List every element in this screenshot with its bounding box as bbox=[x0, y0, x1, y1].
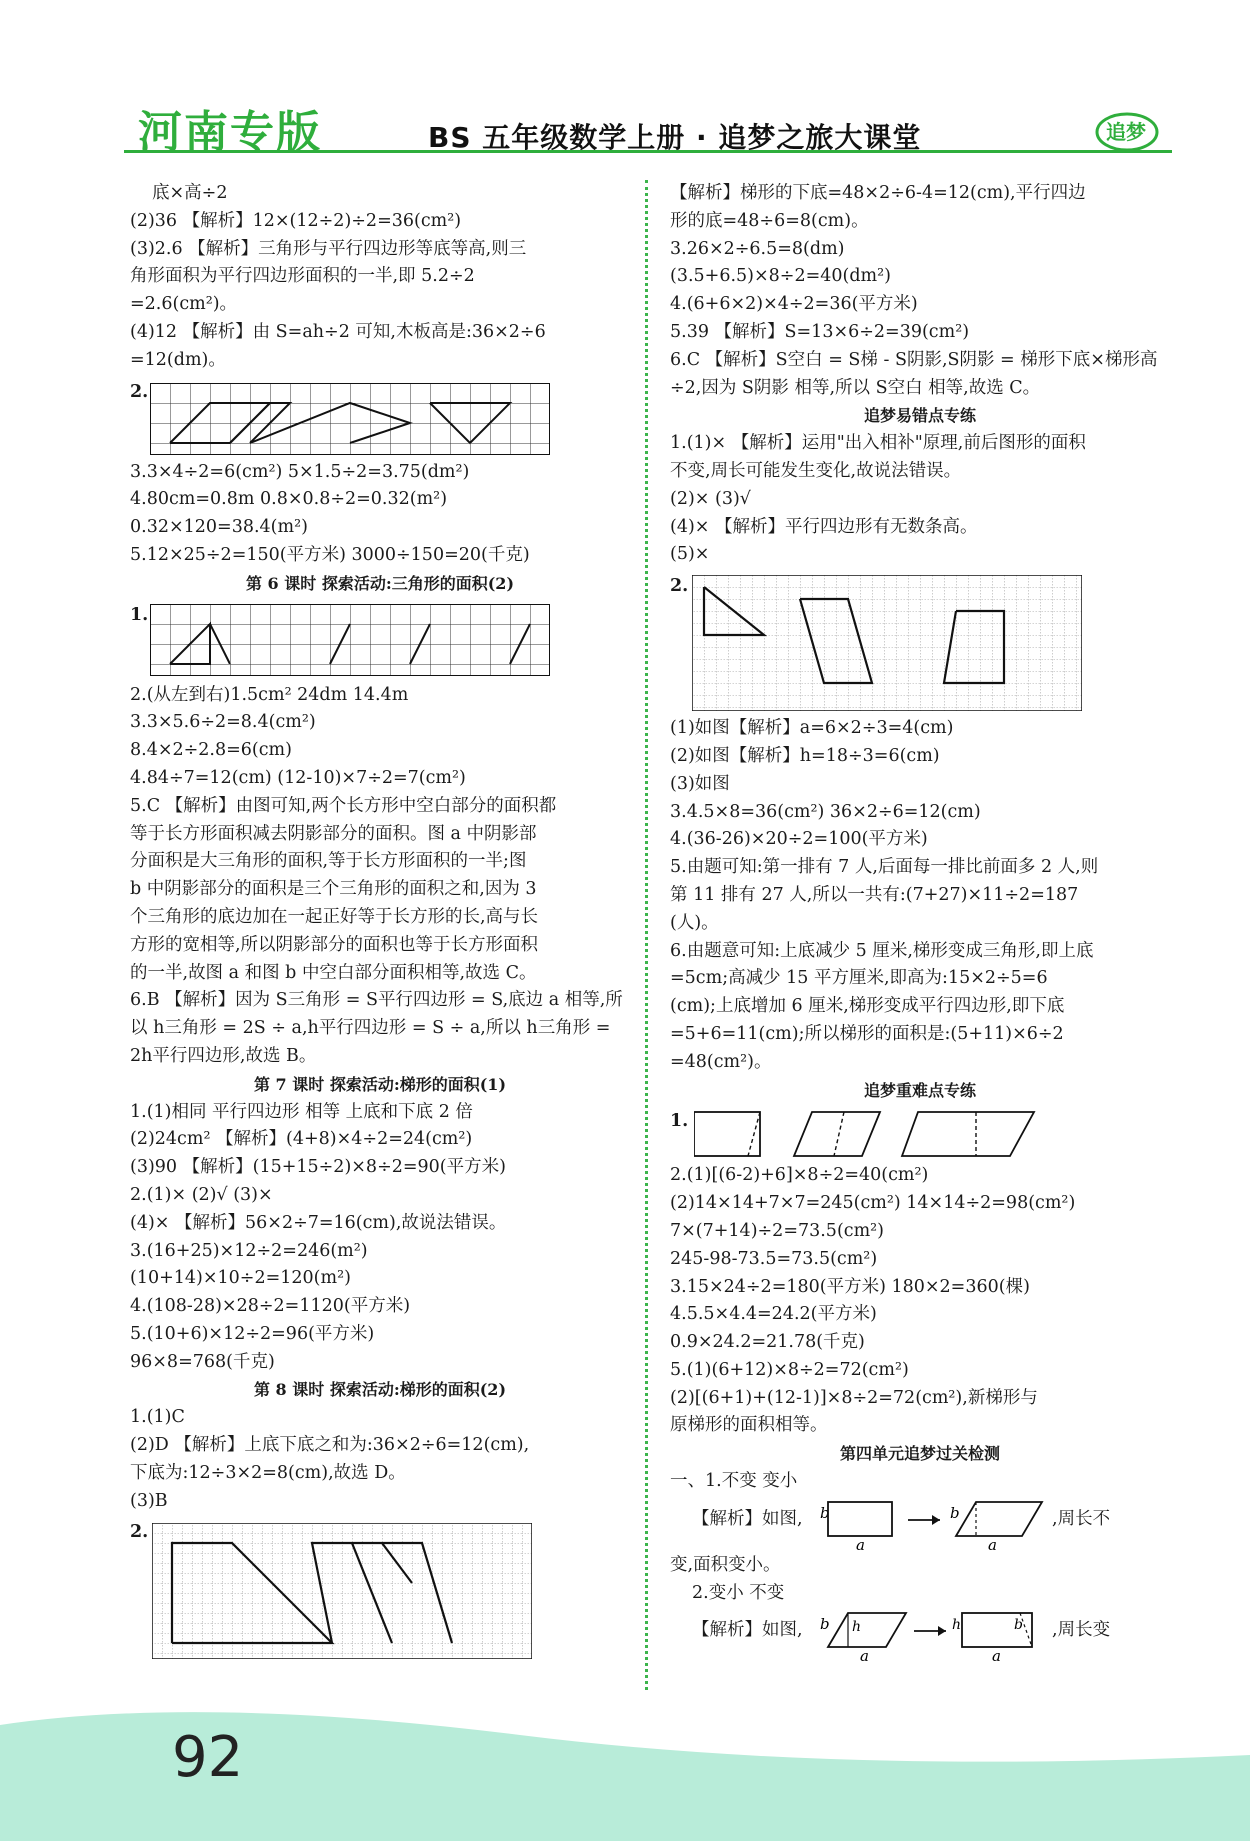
left-column bbox=[130, 180, 630, 1665]
logo-icon bbox=[1092, 106, 1162, 156]
right_b-line: 不变,周长可能发生变化,故说法错误。 bbox=[670, 460, 962, 481]
fig-a2-label: a bbox=[988, 1535, 997, 1552]
fig-h2-label: h bbox=[952, 1617, 962, 1634]
q2-label: 2. bbox=[130, 381, 149, 402]
right_c-line: (3)如图 bbox=[670, 773, 730, 794]
left_c-line: 分面积是大三角形的面积,等于长方形面积的一半;图 bbox=[130, 851, 527, 872]
right_c-line: 第 11 排有 27 人,所以一共有:(7+27)×11÷2=187 bbox=[670, 884, 1079, 905]
left_d-line: (10+14)×10÷2=120(m²) bbox=[130, 1268, 351, 1289]
test-line-5a: 【解析】如图, bbox=[692, 1620, 803, 1641]
right_a-line: 【解析】梯形的下底=48×2÷6-4=12(cm),平行四边 bbox=[670, 183, 1086, 203]
test-line-1: 一、1.不变 变小 bbox=[670, 1471, 798, 1492]
fig-b4-label: b bbox=[1014, 1617, 1023, 1634]
left-line: =2.6(cm²)。 bbox=[130, 294, 238, 315]
left_c-line: 2.(从左到右)1.5cm² 24dm 14.4m bbox=[130, 684, 409, 705]
right_a-line: 6.C 【解析】S空白 = S梯 - S阴影,S阴影 = 梯形下底×梯形高 bbox=[670, 349, 1158, 370]
left-line: (3)2.6 【解析】三角形与平行四边形等底等高,则三 bbox=[130, 238, 527, 259]
right_c-line: 5.由题可知:第一排有 7 人,后面每一排比前面多 2 人,则 bbox=[670, 857, 1099, 878]
fig-a-label: a bbox=[856, 1535, 865, 1552]
left_d-line: 1.(1)相同 平行四边形 相等 上底和下底 2 倍 bbox=[130, 1101, 473, 1122]
test-heading: 第四单元追梦过关检测 bbox=[839, 1444, 1000, 1464]
q2c-label: 2. bbox=[670, 576, 689, 597]
rect-to-parallelogram-figure bbox=[820, 1496, 1050, 1552]
right_b-line: (2)× (3)√ bbox=[670, 488, 751, 509]
q1b-label: 1. bbox=[670, 1111, 689, 1132]
lesson6-heading: 第 6 课时 探索活动:三角形的面积(2) bbox=[245, 573, 515, 593]
edition-title: 河南专版 bbox=[138, 107, 322, 158]
test-line-5b: ,周长变 bbox=[1052, 1620, 1111, 1641]
left_c-line: 5.C 【解析】由图可知,两个长方形中空白部分的面积都 bbox=[130, 795, 557, 816]
left-block-c bbox=[130, 682, 630, 1071]
test-figure-1 bbox=[670, 1496, 1170, 1552]
left_d-line: 96×8=768(千克) bbox=[130, 1351, 275, 1372]
fig-h-label: h bbox=[852, 1619, 862, 1636]
left_c-line: 3.3×5.6÷2=8.4(cm²) bbox=[130, 712, 316, 733]
right_d-line: 245-98-73.5=73.5(cm²) bbox=[670, 1248, 878, 1269]
left_c-line: 6.B 【解析】因为 S三角形 = S平行四边形 = S,底边 a 相等,所 bbox=[130, 990, 623, 1011]
fig-b-label: b bbox=[820, 1503, 830, 1522]
right_b-line: 1.(1)× 【解析】运用"出入相补"原理,前后图形的面积 bbox=[670, 433, 1086, 454]
q2-grid-figure bbox=[130, 375, 630, 459]
left_d-line: 3.(16+25)×12÷2=246(m²) bbox=[130, 1240, 368, 1261]
left_c-line: 的一半,故图 a 和图 b 中空白部分面积相等,故选 C。 bbox=[130, 962, 537, 983]
left_b-line: 3.3×4÷2=6(cm²) 5×1.5÷2=3.75(dm²) bbox=[130, 461, 470, 482]
right_a-line: ÷2,因为 S阴影 相等,所以 S空白 相等,故选 C。 bbox=[670, 377, 1041, 398]
right_c-line: (cm);上底增加 6 厘米,梯形变成平行四边形,即下底 bbox=[670, 996, 1065, 1017]
right_d-line: 2.(1)[(6-2)+6]×8÷2=40(cm²) bbox=[670, 1165, 929, 1186]
left-line: 角形面积为平行四边形面积的一半,即 5.2÷2 bbox=[130, 266, 475, 287]
q1-shapes-figure bbox=[670, 1104, 1170, 1162]
right_a-line: 4.(6+6×2)×4÷2=36(平方米) bbox=[670, 294, 918, 315]
left_e-line: 1.(1)C bbox=[130, 1407, 185, 1428]
right_a-line: 形的底=48÷6=8(cm)。 bbox=[670, 210, 869, 231]
right_c-line: (2)如图【解析】h=18÷3=6(cm) bbox=[670, 745, 940, 766]
right_c-line: =48(cm²)。 bbox=[670, 1051, 772, 1072]
left_c-line: b 中阴影部分的面积是三个三角形的面积之和,因为 3 bbox=[130, 879, 537, 900]
fig-b3-label: b bbox=[820, 1615, 830, 1634]
left-line: 底×高÷2 bbox=[152, 183, 228, 203]
test-line-4: 2.变小 不变 bbox=[692, 1582, 785, 1603]
right_c-line: 6.由题意可知:上底减少 5 厘米,梯形变成三角形,即上底 bbox=[670, 940, 1094, 961]
parallelogram-to-rect-figure bbox=[820, 1607, 1050, 1663]
grid-figure-triangles bbox=[150, 604, 550, 676]
left_d-line: (3)90 【解析】(15+15÷2)×8÷2=90(平方米) bbox=[130, 1157, 506, 1178]
right_a-line: (3.5+6.5)×8÷2=40(dm²) bbox=[670, 266, 891, 287]
lesson8-heading: 第 8 课时 探索活动:梯形的面积(2) bbox=[253, 1380, 507, 1400]
test-line-3: 变,面积变小。 bbox=[670, 1554, 781, 1575]
q1-grid-figure bbox=[130, 598, 630, 682]
left_c-line: 2h平行四边形,故选 B。 bbox=[130, 1045, 317, 1066]
left_d-line: 2.(1)× (2)√ (3)× bbox=[130, 1184, 273, 1205]
q2-grid-figure-trapezoid bbox=[130, 1515, 630, 1665]
left_d-line: 4.(108-28)×28÷2=1120(平方米) bbox=[130, 1296, 411, 1317]
left_c-line: 4.84÷7=12(cm) (12-10)×7÷2=7(cm²) bbox=[130, 767, 466, 788]
right_d-line: (2)[(6+1)+(12-1)]×8÷2=72(cm²),新梯形与 bbox=[670, 1387, 1038, 1408]
fig-a4-label: a bbox=[992, 1647, 1001, 1664]
left-block-e bbox=[130, 1404, 630, 1515]
right_c-line: (1)如图【解析】a=6×2÷3=4(cm) bbox=[670, 718, 954, 739]
right_b-line: (5)× bbox=[670, 544, 710, 565]
left_e-line: 下底为:12÷3×2=8(cm),故选 D。 bbox=[130, 1462, 406, 1483]
left_b-line: 0.32×120=38.4(m²) bbox=[130, 517, 308, 538]
right_c-line: =5+6=11(cm);所以梯形的面积是:(5+11)×6÷2 bbox=[670, 1023, 1064, 1044]
right_d-line: 3.15×24÷2=180(平方米) 180×2=360(棵) bbox=[670, 1276, 1030, 1297]
errors-heading: 追梦易错点专练 bbox=[863, 406, 976, 426]
left_e-line: (2)D 【解析】上底下底之和为:36×2÷6=12(cm), bbox=[130, 1435, 530, 1456]
right_d-line: 5.(1)(6+12)×8÷2=72(cm²) bbox=[670, 1359, 909, 1380]
left_d-line: 5.(10+6)×12÷2=96(平方米) bbox=[130, 1323, 375, 1344]
right_c-line: 3.4.5×8=36(cm²) 36×2÷6=12(cm) bbox=[670, 801, 981, 822]
left_c-line: 8.4×2÷2.8=6(cm) bbox=[130, 740, 292, 761]
left_d-line: (4)× 【解析】56×2÷7=16(cm),故说法错误。 bbox=[130, 1212, 507, 1233]
logo-text: 追梦 bbox=[1106, 120, 1146, 144]
left-line: (2)36 【解析】12×(12÷2)÷2=36(cm²) bbox=[130, 210, 462, 231]
grid-figure-shapes bbox=[152, 1523, 532, 1659]
left_c-line: 等于长方形面积减去阴影部分的面积。图 a 中阴影部 bbox=[130, 823, 537, 844]
right-block-c bbox=[670, 715, 1170, 1076]
right-block-b bbox=[670, 430, 1170, 569]
left_c-line: 以 h三角形 = 2S ÷ a,h平行四边形 = S ÷ a,所以 h三角形 = bbox=[130, 1018, 611, 1039]
test-line-2b: ,周长不 bbox=[1052, 1508, 1111, 1529]
left-block-a bbox=[130, 180, 630, 375]
left_c-line: 个三角形的底边加在一起正好等于长方形的长,高与长 bbox=[130, 906, 539, 927]
right-block-d bbox=[670, 1162, 1170, 1440]
q1-label: 1. bbox=[130, 604, 149, 625]
right_a-line: 3.26×2÷6.5=8(dm) bbox=[670, 238, 845, 259]
left_c-line: 方形的宽相等,所以阴影部分的面积也等于长方形面积 bbox=[130, 934, 539, 955]
right_d-line: (2)14×14+7×7=245(cm²) 14×14÷2=98(cm²) bbox=[670, 1193, 1076, 1214]
q2-grid-figure-right bbox=[670, 569, 1170, 715]
left_e-line: (3)B bbox=[130, 1490, 168, 1511]
right_a-line: 5.39 【解析】S=13×6÷2=39(cm²) bbox=[670, 321, 970, 342]
right_d-line: 0.9×24.2=21.78(千克) bbox=[670, 1332, 865, 1353]
fig-b2-label: b bbox=[950, 1503, 960, 1522]
lesson7-heading: 第 7 课时 探索活动:梯形的面积(1) bbox=[253, 1074, 507, 1094]
fig-a3-label: a bbox=[860, 1647, 869, 1664]
right_d-line: 4.5.5×4.4=24.2(平方米) bbox=[670, 1304, 877, 1325]
left-block-b bbox=[130, 459, 630, 570]
test-line-2a: 【解析】如图, bbox=[692, 1508, 803, 1529]
left_b-line: 5.12×25÷2=150(平方米) 3000÷150=20(千克) bbox=[130, 544, 530, 565]
right_d-line: 原梯形的面积相等。 bbox=[670, 1415, 828, 1436]
left-block-d bbox=[130, 1099, 630, 1377]
column-divider bbox=[645, 180, 648, 1690]
right-block-a bbox=[670, 180, 1170, 402]
book-title: BS 五年级数学上册 · 追梦之旅大课堂 bbox=[428, 121, 922, 154]
shapes-cutting-figure bbox=[694, 1110, 1054, 1160]
right_c-line: =5cm;高减少 15 平方厘米,即高为:15×2÷5=6 bbox=[670, 968, 1048, 989]
right_d-line: 7×(7+14)÷2=73.5(cm²) bbox=[670, 1220, 885, 1241]
left_d-line: (2)24cm² 【解析】(4+8)×4÷2=24(cm²) bbox=[130, 1129, 473, 1150]
header-rule bbox=[124, 150, 1172, 153]
q2b-label: 2. bbox=[130, 1522, 149, 1543]
left-line: (4)12 【解析】由 S=ah÷2 可知,木板高是:36×2÷6 bbox=[130, 321, 546, 342]
left_b-line: 4.80cm=0.8m 0.8×0.8÷2=0.32(m²) bbox=[130, 489, 448, 510]
test-figure-2 bbox=[670, 1607, 1170, 1663]
right-column bbox=[670, 180, 1170, 1663]
grid-figure-right-shapes bbox=[692, 575, 1082, 711]
page-number: 92 bbox=[172, 1725, 244, 1790]
right_c-line: (人)。 bbox=[670, 912, 719, 933]
grid-figure-parallelograms bbox=[150, 383, 550, 455]
left-line: =12(dm)。 bbox=[130, 349, 226, 370]
right_c-line: 4.(36-26)×20÷2=100(平方米) bbox=[670, 829, 928, 850]
key-heading: 追梦重难点专练 bbox=[863, 1080, 976, 1100]
right_b-line: (4)× 【解析】平行四边形有无数条高。 bbox=[670, 516, 978, 537]
